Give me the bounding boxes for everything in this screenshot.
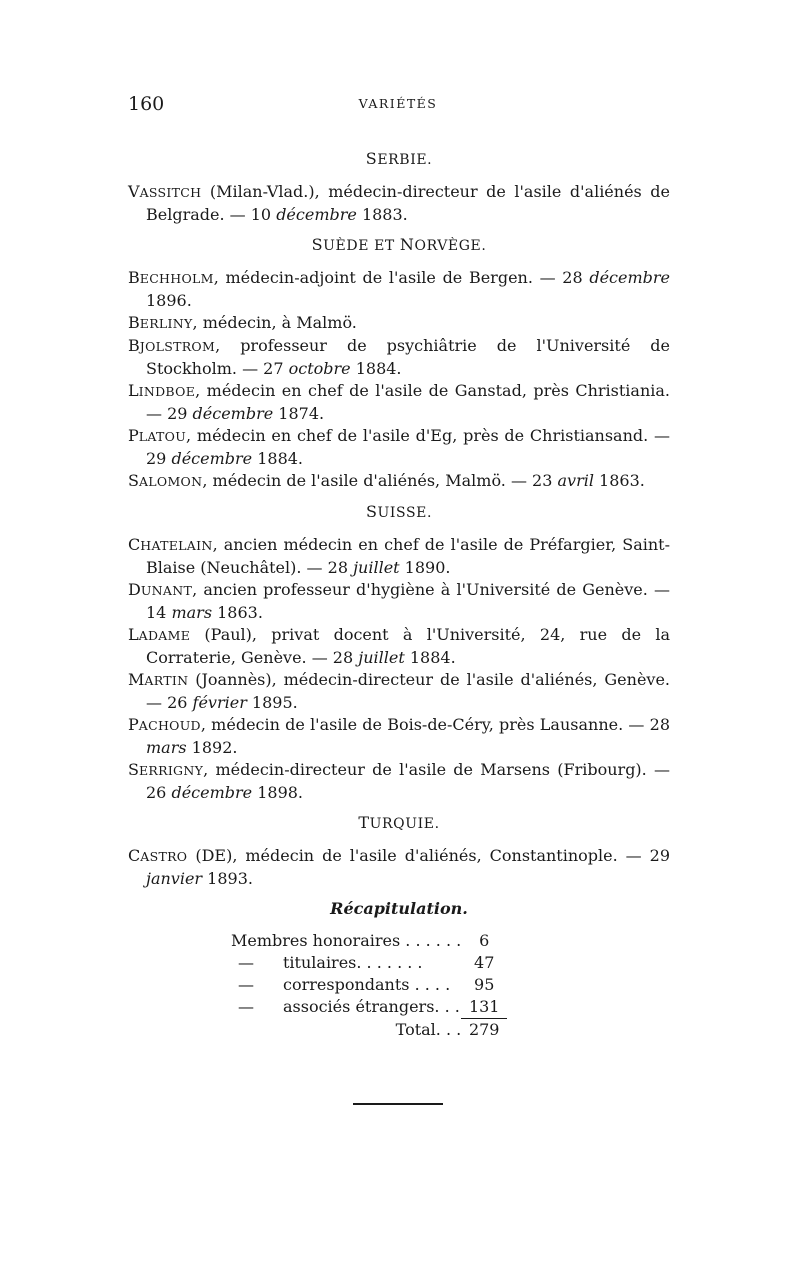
list-item (128, 470, 670, 493)
recap-value: 47 (474, 953, 495, 972)
member-name-initial: L (128, 625, 139, 644)
list-item (128, 425, 670, 470)
member-name (128, 182, 201, 201)
list-item (128, 267, 670, 312)
admission-year: 1863. (593, 471, 645, 490)
member-name (128, 336, 215, 355)
section-title-rest: ORVÈGE. (414, 238, 487, 254)
member-name-initial: M (128, 670, 145, 689)
recap-row (231, 930, 507, 952)
member-name-rest: ACHOUD (138, 718, 201, 733)
recap-label: correspondants . . . . (283, 975, 451, 994)
member-name-initial: D (128, 580, 141, 599)
recap-label-cell (231, 974, 461, 996)
recap-total-row (231, 1019, 507, 1042)
recap-label: Membres honoraires . . . . . . (231, 931, 462, 950)
admission-month: décembre (171, 783, 253, 802)
list-item (128, 181, 670, 226)
member-name-rest: UNANT (140, 583, 193, 598)
list-item (128, 714, 670, 759)
recap-value: 95 (474, 975, 495, 994)
member-name (128, 580, 192, 599)
member-name-rest: INDBOE (138, 384, 196, 399)
member-name-initial: P (128, 426, 139, 445)
list-item (128, 579, 670, 624)
admission-month: décembre (589, 268, 670, 287)
recap-dash: — (238, 975, 254, 994)
section-title-rest: UÈDE ET (323, 238, 400, 254)
recap-total-label: Total. . . (395, 1019, 462, 1039)
member-name-rest: ASTRO (140, 849, 188, 864)
admission-year: 1893. (202, 869, 253, 888)
list-item (128, 669, 670, 714)
admission-year: 1884. (252, 449, 304, 468)
member-description: , ancien professeur d'hygiène à l'Université de Genève. — 14 (146, 580, 670, 622)
member-name (128, 268, 214, 287)
member-name-rest: ERLINY (139, 316, 193, 331)
member-name-initial: B (128, 336, 140, 355)
list-item (128, 845, 670, 890)
member-name (128, 670, 188, 689)
member-name-rest: ASSITCH (139, 185, 202, 200)
recap-row (231, 952, 507, 974)
list-item (128, 380, 670, 425)
admission-year: 1884. (404, 648, 456, 667)
member-name-initial: V (128, 182, 140, 201)
member-name-rest: ADAME (138, 628, 191, 643)
section-title-initial: T (358, 813, 370, 832)
page-number: 160 (128, 93, 165, 115)
list-item (128, 534, 670, 579)
section-title-initial: S (365, 502, 378, 521)
recap-value: 131 (468, 997, 500, 1016)
admission-month: avril (557, 471, 594, 490)
member-description: , médecin en chef de l'asile de Ganstad, près Christiania. — 29 (146, 381, 670, 423)
member-name (128, 313, 193, 332)
section-title (128, 812, 670, 835)
admission-year: 1874. (273, 404, 325, 423)
admission-month: février (192, 693, 247, 712)
admission-year: 1884. (350, 359, 402, 378)
list-item (128, 312, 670, 335)
member-description: (Milan-Vlad.), médecin-directeur de l'asile d'aliénés de Belgrade. — 10 (146, 182, 670, 224)
member-description: (Joannès), médecin-directeur de l'asile d'aliénés, Genève. — 26 (146, 670, 670, 712)
member-description: , médecin-directeur de l'asile de Marsens (Fribourg). — 26 (146, 760, 670, 802)
recap-label: titulaires. . . . . . . (283, 953, 423, 972)
section-title-initial: S (311, 235, 324, 254)
recap-label-cell (231, 952, 461, 974)
member-name (128, 535, 213, 554)
member-name-rest: ECHHOLM (139, 271, 214, 286)
member-name-rest: LATOU (138, 429, 187, 444)
admission-month: décembre (171, 449, 253, 468)
member-description: , professeur de psychiâtrie de l'Université de Stockholm. — 27 (146, 336, 670, 378)
section-title-rest: UISSE. (377, 505, 433, 521)
member-name (128, 760, 203, 779)
section-title-rest: ERBIE. (377, 152, 433, 168)
admission-month: janvier (146, 869, 203, 888)
recap-row (231, 974, 507, 996)
list-item (128, 335, 670, 380)
member-name-rest: ALOMON (138, 474, 203, 489)
recap-dash: — (238, 953, 254, 972)
member-description: ( (187, 846, 202, 865)
admission-month: juillet (353, 558, 400, 577)
admission-month: juillet (358, 648, 405, 667)
member-name (128, 625, 190, 644)
document-body (128, 148, 670, 1041)
member-description: , ancien médecin en chef de l'asile de Préfargier, Saint-Blaise (Neuchâtel). — 28 (146, 535, 670, 577)
recap-value: 6 (479, 931, 490, 950)
member-name-initial: S (128, 471, 139, 490)
list-item (128, 624, 670, 669)
member-description: , médecin-adjoint de l'asile de Bergen. — 28 (213, 268, 590, 287)
member-name-initial: P (128, 715, 139, 734)
admission-year: 1898. (252, 783, 304, 802)
member-name-rest: JOLSTROM (139, 339, 216, 354)
member-description: , médecin de l'asile de Bois-de-Céry, près Lausanne. — 28 (200, 715, 670, 734)
admission-month: décembre (276, 205, 357, 224)
member-name-initial: L (128, 381, 139, 400)
member-description: ), médecin de l'asile d'aliénés, Constantinople. — 29 (226, 846, 671, 865)
admission-month: octobre (288, 359, 351, 378)
member-name (128, 846, 187, 865)
end-rule (353, 1103, 443, 1105)
section-title (128, 234, 670, 257)
member-description: , médecin en chef de l'asile d'Eg, près de Christiansand. — 29 (146, 426, 670, 468)
running-header (128, 93, 668, 117)
section-title-initial: N (399, 235, 415, 254)
admission-year: 1890. (399, 558, 451, 577)
section-title (128, 148, 670, 171)
member-name (128, 715, 201, 734)
admission-year: 1892. (186, 738, 238, 757)
admission-year: 1883. (356, 205, 408, 224)
section-title-initial: S (365, 149, 378, 168)
running-title: VARIÉTÉS (358, 96, 438, 111)
admission-month: mars (146, 738, 187, 757)
admission-year: 1896. (146, 291, 192, 310)
recap-label-cell (231, 930, 461, 952)
member-name (128, 471, 202, 490)
list-item (128, 759, 670, 804)
member-name (128, 381, 195, 400)
member-name-initial: B (128, 268, 140, 287)
recap-row (231, 996, 507, 1019)
member-name-rest: HATELAIN (140, 538, 213, 553)
member-description: (Paul), privat docent à l'Université, 24, rue de la Corraterie, Genève. — 28 (146, 625, 670, 667)
member-description: , médecin de l'asile d'aliénés, Malmö. — 23 (202, 471, 558, 490)
recap-title: Récapitulation. (330, 899, 468, 918)
member-name-rest: ARTIN (144, 673, 189, 688)
member-name-initial: C (128, 535, 141, 554)
recap-total-value: 279 (461, 1019, 507, 1042)
recap-label-cell (231, 996, 461, 1019)
member-name-initial: S (128, 760, 139, 779)
recap-table (231, 930, 507, 1041)
admission-month: mars (171, 603, 213, 622)
member-name-initial: B (128, 313, 140, 332)
member-name (128, 426, 186, 445)
recap-label: associés étrangers. . . (283, 997, 460, 1017)
recap-dash: — (238, 997, 254, 1017)
admission-year: 1863. (212, 603, 263, 622)
member-name-rest: ERRIGNY (138, 763, 204, 778)
admission-year: 1895. (246, 693, 298, 712)
member-description: , médecin, à Malmö. (192, 313, 357, 332)
section-title (128, 501, 670, 524)
member-name-initial: C (128, 846, 141, 865)
admission-month: décembre (192, 404, 274, 423)
member-particle: DE (201, 846, 227, 865)
section-title-rest: URQUIE. (369, 816, 440, 832)
